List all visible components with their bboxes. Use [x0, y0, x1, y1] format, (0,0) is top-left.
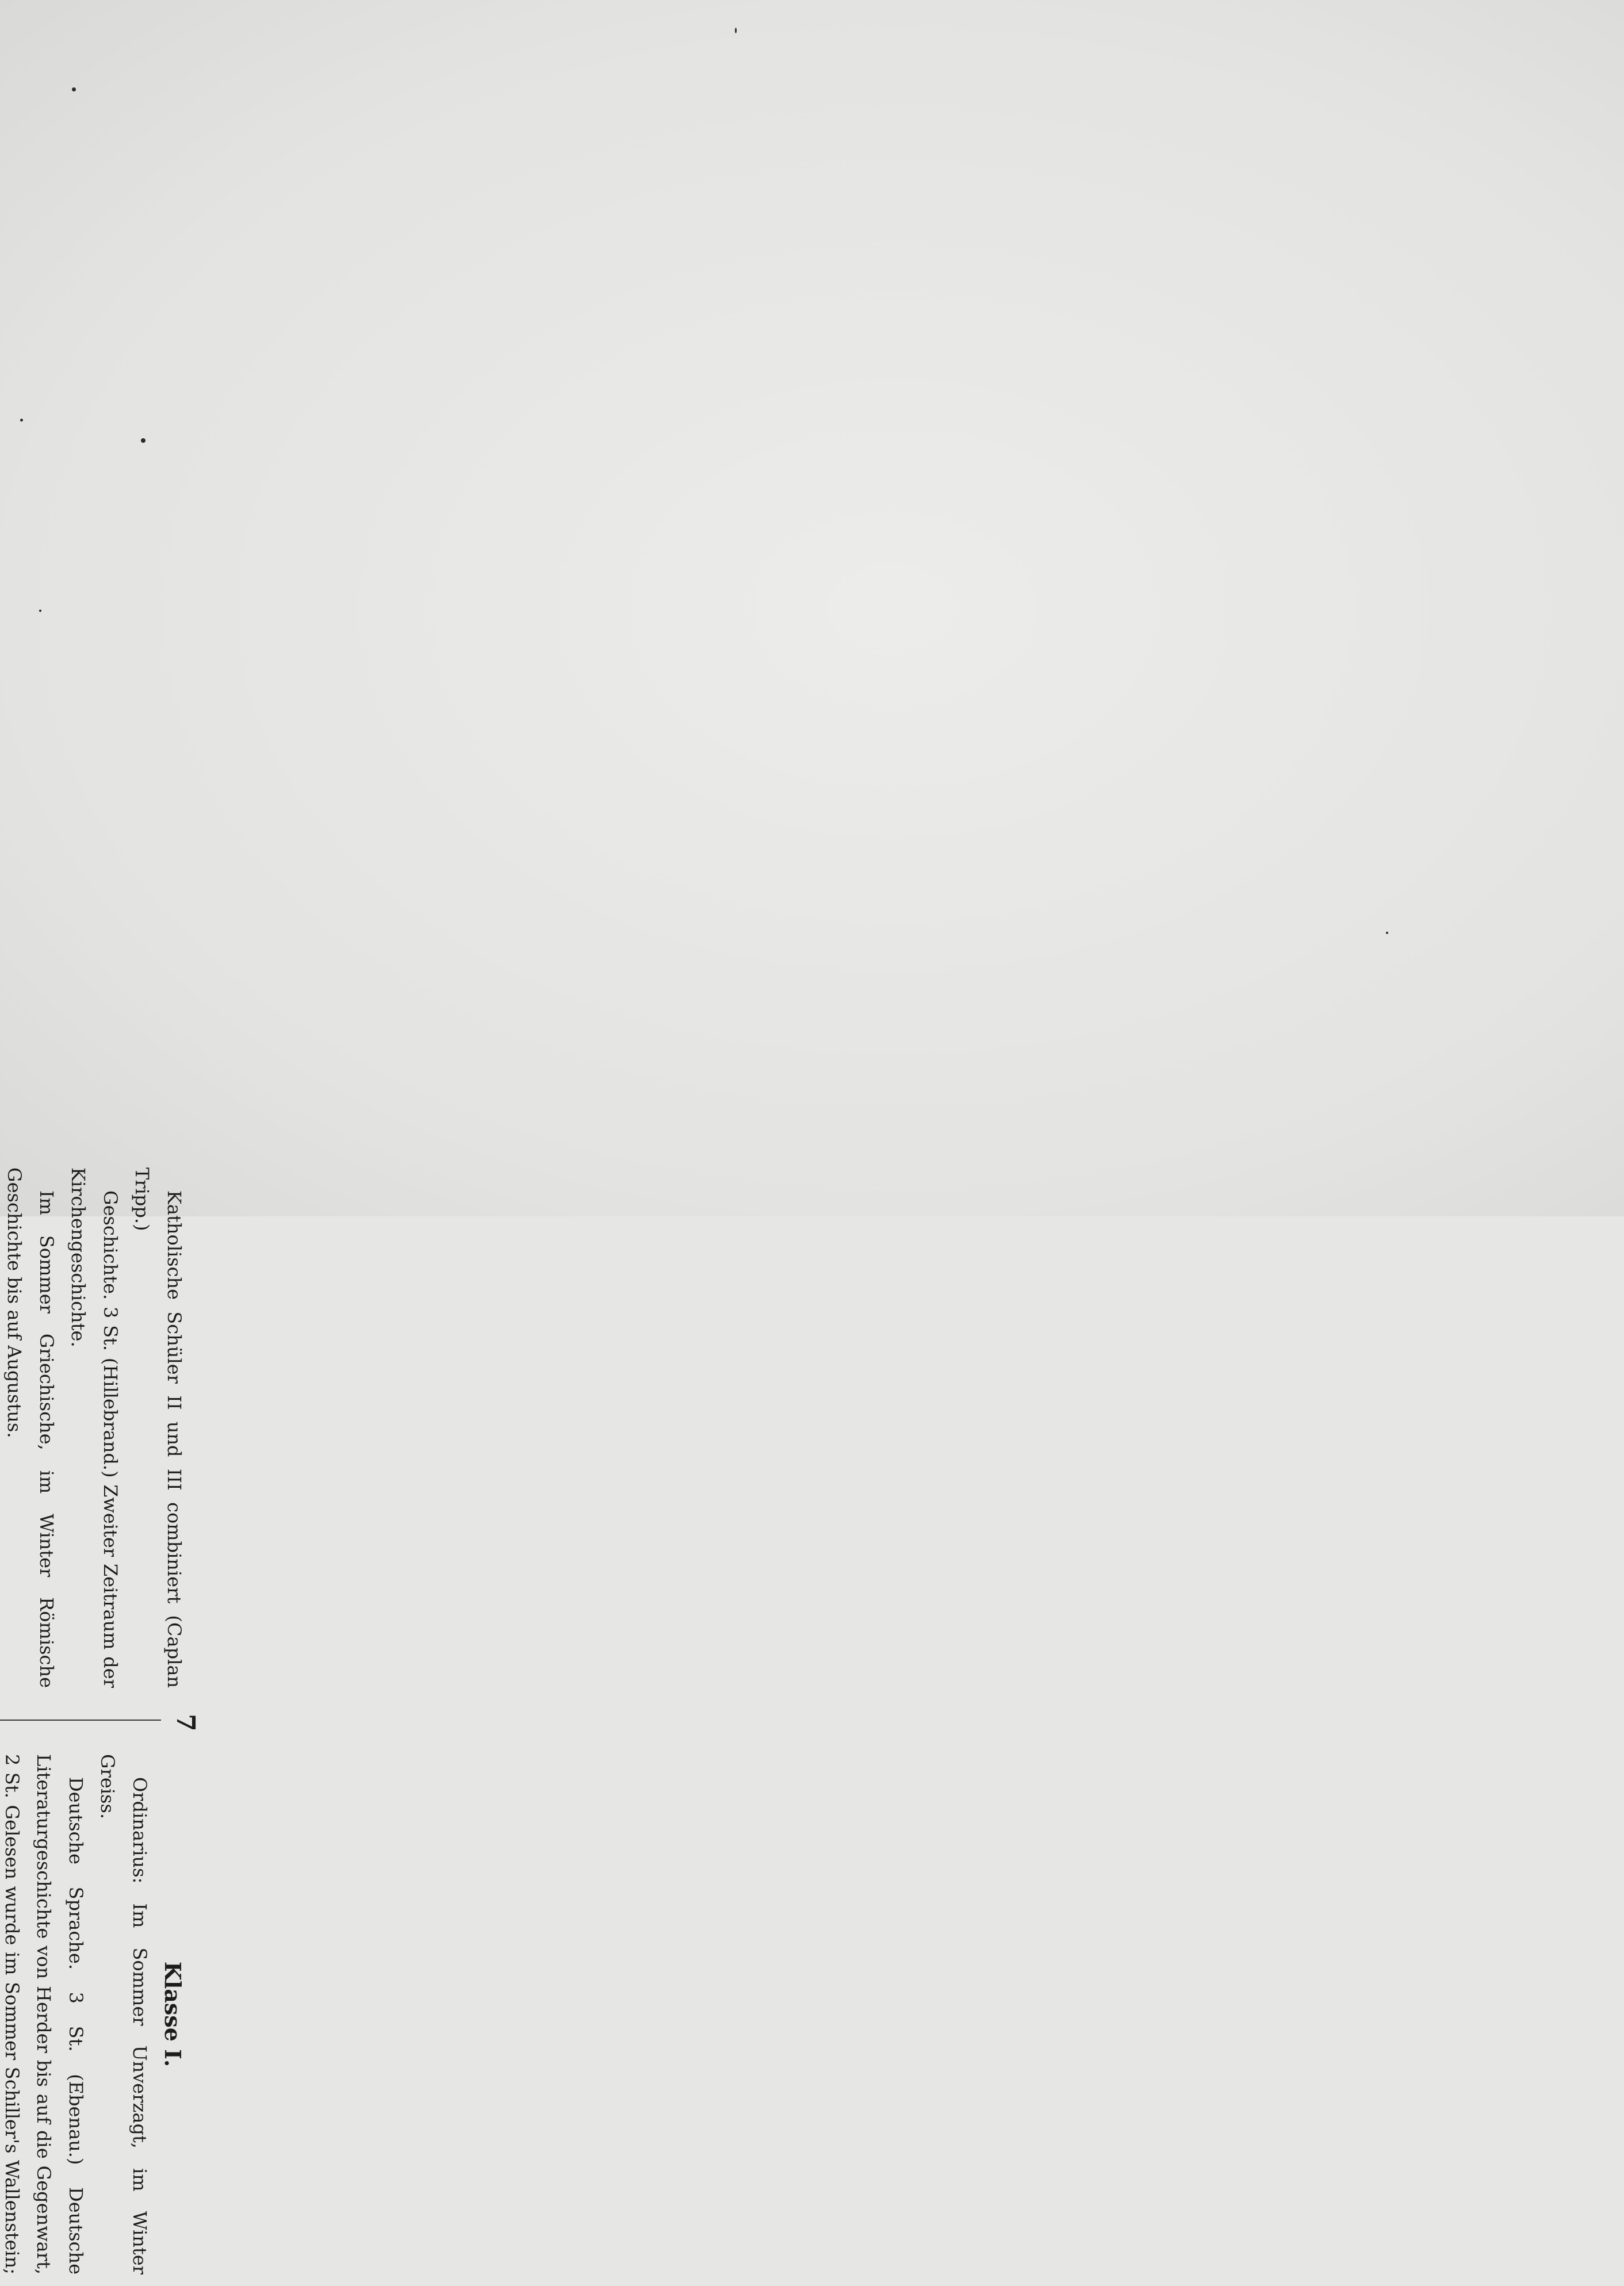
- speck: [141, 438, 145, 443]
- section-heading: Klasse I.: [160, 1961, 186, 2067]
- speck: [20, 419, 23, 422]
- paragraph: Geschichte. 3 St. (Hillebrand.) Zweiter Zeitraum der Kirchengeschichte.: [67, 1167, 121, 1688]
- paragraph: Katholische Schüler II und III combiniert (Caplan Tripp.): [131, 1167, 185, 1688]
- column-divider: [0, 1720, 161, 1721]
- speck: [1386, 932, 1388, 934]
- rotated-page: [0, 1167, 200, 2286]
- right-column: [0, 1754, 190, 2274]
- left-column: [0, 1167, 190, 1688]
- page-number: 7: [171, 1714, 200, 1732]
- speck: [39, 610, 41, 612]
- paragraph: Ordinarius: Im Sommer Unverzagt, im Winter Greiss.: [97, 1754, 151, 2274]
- paragraph: Im Sommer Griechische, im Winter Römische Geschichte bis auf Augustus.: [3, 1167, 58, 1688]
- speck: [72, 87, 76, 91]
- speck: [735, 28, 737, 33]
- paragraph: Deutsche Sprache. 3 St. (Ebenau.) Deutsche Literaturgeschichte von Herder bis auf die Gegenwart, 2 St. Gelesen wurde im Sommer Schiller's Wallenstein;: [1, 1754, 87, 2274]
